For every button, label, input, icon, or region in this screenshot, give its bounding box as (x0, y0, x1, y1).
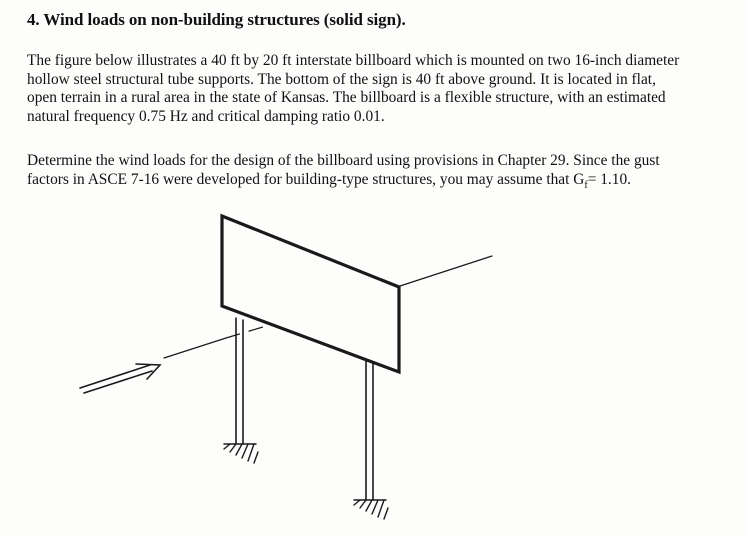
problem-task (27, 152, 739, 195)
description-line-2: hollow steel structural tube supports. The bottom of the sign is 40 ft above ground. It is located in flat, (27, 70, 656, 88)
task-line-1: Determine the wind loads for the design of the billboard using provisions in Chapter 29. Since the gust (27, 152, 660, 169)
description-line-4: natural frequency 0.75 Hz and critical damping ratio 0.01. (27, 107, 385, 125)
description-line-3: open terrain in a rural area in the state of Kansas. The billboard is a flexible structure, with an estimated (27, 89, 666, 107)
description-line-1: The figure below illustrates a 40 ft by 20 ft interstate billboard which is mounted on two 16-inch diameter (27, 52, 680, 69)
billboard-panel (222, 216, 399, 372)
fixed-support-hatch-left (224, 444, 258, 463)
billboard-diagram (0, 205, 746, 537)
billboard-figure (0, 205, 746, 537)
problem-heading: 4. Wind loads on non-building structures (solid sign). (27, 10, 406, 29)
gust-factor-subscript: f (584, 179, 588, 191)
task-line-2 (27, 171, 739, 196)
support-post-right (366, 354, 373, 500)
fixed-support-hatch-right (354, 500, 388, 519)
gust-factor-value: = 1.10. (587, 170, 632, 188)
task-line-2-text: factors in ASCE 7-16 were developed for building-type structures, you may assume that G (27, 170, 585, 188)
problem-description (27, 52, 739, 126)
wind-arrow-icon (80, 364, 160, 393)
support-post-left (236, 318, 243, 444)
